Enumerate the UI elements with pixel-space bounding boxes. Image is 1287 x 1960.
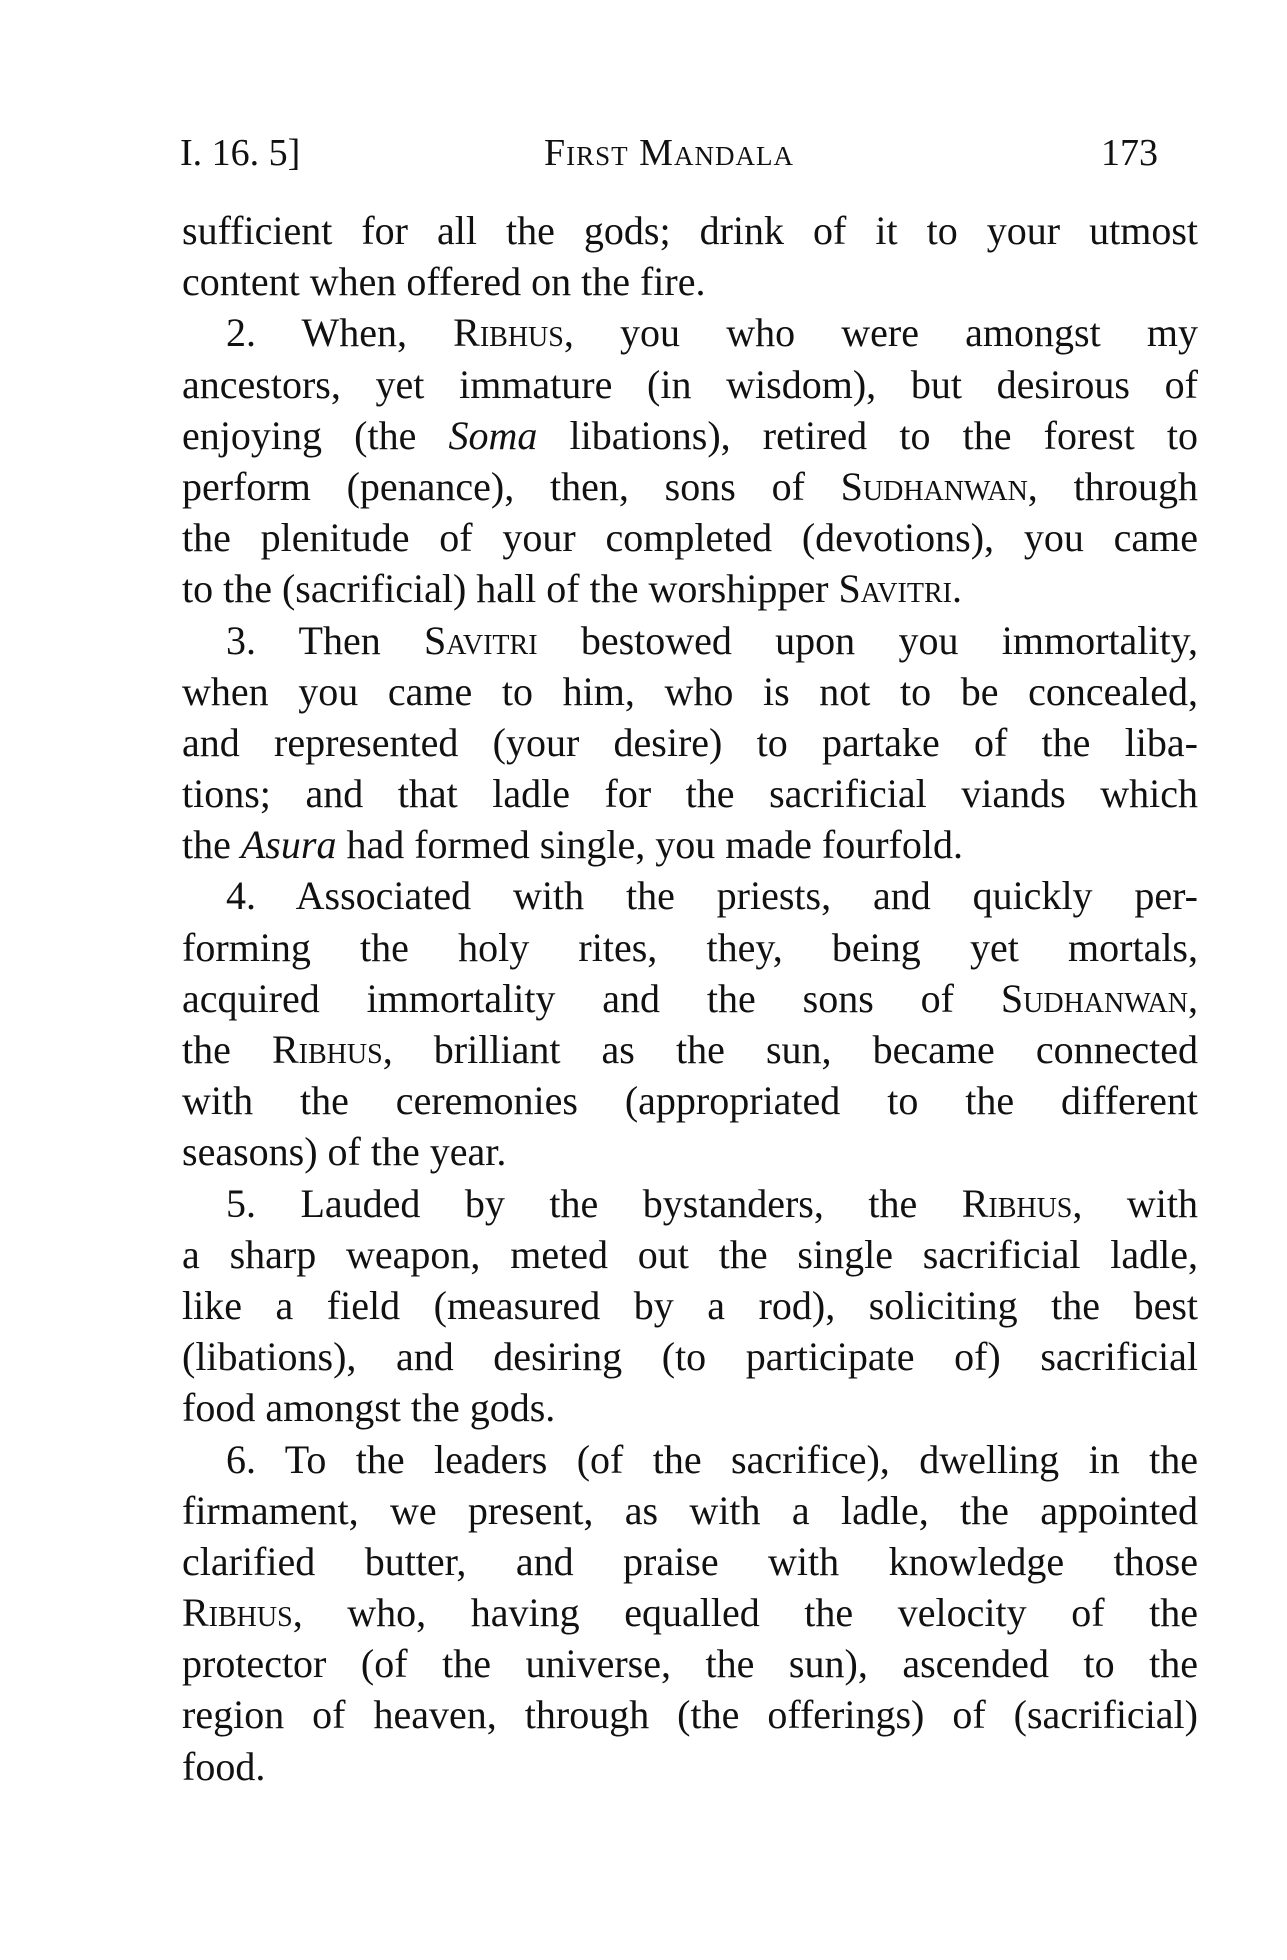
text-line <box>182 461 1198 512</box>
text-segment: clarified butter, and praise with knowledge those <box>182 1538 1198 1584</box>
proper-name: Ribhus <box>961 1180 1073 1226</box>
text-segment: content when offered on the fire. <box>182 259 706 305</box>
section-reference: I. 16. 5] <box>180 132 301 174</box>
text-segment: libations), retired to the forest to <box>537 412 1198 458</box>
text-line <box>182 256 1198 307</box>
text-segment: ancestors, yet immature (in wisdom), but desirous of <box>182 361 1198 407</box>
text-segment: , who, having equalled the velocity of the <box>292 1590 1198 1636</box>
text-segment: seasons) of the year. <box>182 1129 507 1175</box>
text-segment: 4. Associated with the priests, and quickly per- <box>226 873 1198 919</box>
text-segment: region of heaven, through (the offerings) of (sacrificial) <box>182 1692 1198 1738</box>
text-line <box>182 1229 1198 1280</box>
text-line <box>182 1331 1198 1382</box>
text-line <box>182 205 1198 256</box>
text-segment: food amongst the gods. <box>182 1385 556 1431</box>
text-line <box>182 1638 1198 1689</box>
text-line <box>182 1434 1198 1485</box>
text-segment: (libations), and desiring (to participate of) sacrificial <box>182 1334 1198 1380</box>
italic-term: Asura <box>240 822 337 868</box>
text-line <box>182 819 1198 870</box>
text-line <box>182 1126 1198 1177</box>
text-segment: , <box>1188 975 1198 1021</box>
text-segment: acquired immortality and the sons of <box>182 975 1001 1021</box>
proper-name: Savitri <box>424 617 538 663</box>
text-line <box>182 973 1198 1024</box>
proper-name: Savitri <box>838 566 952 612</box>
text-line <box>182 1075 1198 1126</box>
text-line <box>182 1741 1198 1792</box>
text-line <box>182 1024 1198 1075</box>
text-segment: , through <box>1027 463 1199 509</box>
text-line <box>182 666 1198 717</box>
text-line <box>182 359 1198 410</box>
text-line <box>182 307 1198 358</box>
body-text <box>182 205 1198 1792</box>
text-segment: the <box>182 1027 272 1072</box>
text-segment: had formed single, you made fourfold. <box>336 822 963 868</box>
text-line <box>182 1280 1198 1331</box>
text-line <box>182 410 1198 461</box>
proper-name: Ribhus <box>271 1027 383 1072</box>
text-segment: the plenitude of your completed (devotions), you came <box>182 515 1198 561</box>
text-segment: the <box>182 822 241 868</box>
text-line <box>182 768 1198 819</box>
text-segment: to the (sacrificial) hall of the worshipper <box>182 566 839 612</box>
text-segment: . <box>951 566 962 612</box>
text-line <box>182 1587 1198 1638</box>
proper-name: Ribhus <box>182 1590 293 1636</box>
text-line <box>182 1485 1198 1536</box>
text-segment: when you came to him, who is not to be concealed, <box>182 668 1198 714</box>
text-segment: bestowed upon you immortality, <box>537 617 1199 663</box>
proper-name: Sudhanwan <box>840 463 1028 509</box>
proper-name: Ribhus <box>453 310 564 356</box>
text-line <box>182 1536 1198 1587</box>
text-segment: 3. Then <box>226 617 425 663</box>
text-segment: 6. To the leaders (of the sacrifice), dwelling in the <box>226 1436 1198 1482</box>
running-title: First Mandala <box>544 132 794 174</box>
running-head <box>180 128 1158 178</box>
text-segment: , you who were amongst my <box>563 310 1198 356</box>
text-segment: like a field (measured by a rod), soliciting the best <box>182 1282 1198 1328</box>
text-line <box>182 870 1198 921</box>
text-segment: , with <box>1072 1180 1198 1226</box>
proper-name: Sudhanwan <box>1000 975 1188 1021</box>
text-line <box>182 512 1198 563</box>
text-line <box>182 1382 1198 1433</box>
text-line <box>182 615 1198 666</box>
text-segment: perform (penance), then, sons of <box>182 463 841 509</box>
text-segment: firmament, we present, as with a ladle, the appointed <box>182 1487 1198 1533</box>
page-number: 173 <box>1101 132 1158 174</box>
text-line <box>182 563 1198 614</box>
text-segment: sufficient for all the gods; drink of it to your utmost <box>182 208 1198 253</box>
text-segment: protector (of the universe, the sun), ascended to the <box>182 1641 1198 1687</box>
text-line <box>182 922 1198 973</box>
text-segment: forming the holy rites, they, being yet mortals, <box>182 924 1198 970</box>
italic-term: Soma <box>448 412 538 458</box>
text-segment: with the ceremonies (appropriated to the different <box>182 1078 1198 1124</box>
text-line <box>182 717 1198 768</box>
text-segment: , brilliant as the sun, became connected <box>382 1027 1198 1072</box>
text-segment: tions; and that ladle for the sacrificial viands which <box>182 771 1198 817</box>
text-segment: a sharp weapon, meted out the single sacrificial ladle, <box>182 1231 1198 1277</box>
text-segment: 2. When, <box>226 310 454 356</box>
text-line <box>182 1689 1198 1740</box>
text-segment: and represented (your desire) to partake of the liba- <box>182 719 1198 765</box>
text-segment: 5. Lauded by the bystanders, the <box>226 1180 962 1226</box>
text-segment: enjoying (the <box>182 412 449 458</box>
text-line <box>182 1178 1198 1229</box>
text-segment: food. <box>182 1743 266 1789</box>
